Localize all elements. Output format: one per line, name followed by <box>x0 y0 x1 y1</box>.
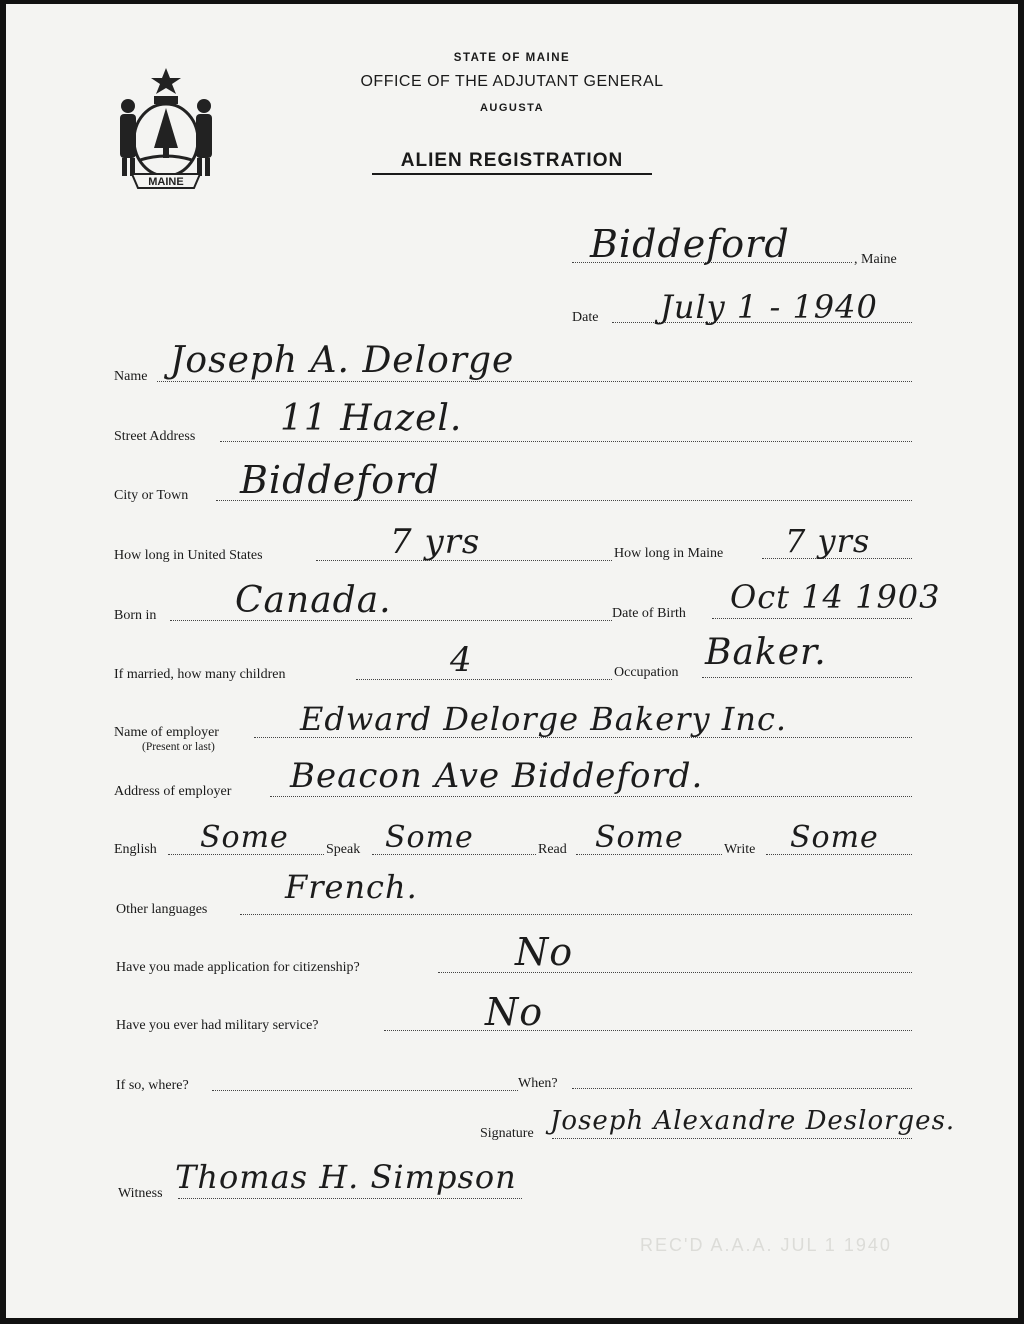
dob-label: Date of Birth <box>612 606 686 621</box>
name-value: Joseph A. Delorge <box>170 340 515 381</box>
office-heading: OFFICE OF THE ADJUTANT GENERAL <box>360 73 664 90</box>
english-value: Some <box>200 820 289 855</box>
dob-value: Oct 14 1903 <box>730 578 941 616</box>
read-value: Some <box>595 820 684 855</box>
military-value: No <box>485 990 544 1034</box>
date-value: July 1 - 1940 <box>660 288 878 326</box>
employer-address-value: Beacon Ave Biddeford. <box>290 756 704 796</box>
citizenship-value: No <box>515 930 574 974</box>
employer-label: Name of employer <box>114 725 219 740</box>
years-maine-label: How long in Maine <box>614 546 724 561</box>
born-value: Canada. <box>235 580 392 621</box>
read-label: Read <box>538 842 567 857</box>
born-label: Born in <box>114 608 157 623</box>
title-underline <box>372 173 652 175</box>
witness-value: Thomas H. Simpson <box>175 1158 517 1196</box>
years-us-label: How long in United States <box>114 548 263 563</box>
military-label: Have you ever had military service? <box>116 1018 319 1033</box>
speak-label: Speak <box>326 842 361 857</box>
maine-label: , Maine <box>854 252 897 267</box>
street-label: Street Address <box>114 429 196 444</box>
other-languages-label: Other languages <box>116 902 208 917</box>
street-value: 11 Hazel. <box>280 398 463 439</box>
town-value: Biddeford <box>590 222 790 266</box>
city-value: Biddeford <box>240 458 440 502</box>
maine-seal-icon <box>110 62 222 192</box>
years-us-value: 7 yrs <box>390 522 481 562</box>
state-heading: STATE OF MAINE <box>453 52 571 64</box>
employer-value: Edward Delorge Bakery Inc. <box>300 700 788 738</box>
occupation-value: Baker. <box>705 632 827 673</box>
citizenship-label: Have you made application for citizenship? <box>116 960 360 975</box>
when-label: When? <box>518 1076 558 1091</box>
received-stamp: REC'D A.A.A. JUL 1 1940 <box>640 1235 892 1255</box>
svg-text:MAINE: MAINE <box>148 176 184 188</box>
years-maine-value: 7 yrs <box>785 522 871 560</box>
other-languages-value: French. <box>285 868 418 906</box>
employer-sublabel: (Present or last) <box>142 741 215 753</box>
write-label: Write <box>724 842 756 857</box>
city-heading: AUGUSTA <box>479 102 545 114</box>
city-label: City or Town <box>114 488 189 503</box>
english-label: English <box>114 842 157 857</box>
form-title: ALIEN REGISTRATION <box>400 150 624 171</box>
write-value: Some <box>790 820 879 855</box>
occupation-label: Occupation <box>614 665 679 680</box>
where-label: If so, where? <box>116 1078 189 1093</box>
signature-value: Joseph Alexandre Deslorges. <box>550 1106 956 1136</box>
date-label: Date <box>572 310 599 325</box>
children-value: 4 <box>450 640 473 680</box>
speak-value: Some <box>385 820 474 855</box>
children-label: If married, how many children <box>114 667 286 682</box>
witness-label: Witness <box>118 1186 163 1201</box>
name-label: Name <box>114 369 148 384</box>
signature-label: Signature <box>480 1126 534 1141</box>
employer-address-label: Address of employer <box>114 784 232 799</box>
